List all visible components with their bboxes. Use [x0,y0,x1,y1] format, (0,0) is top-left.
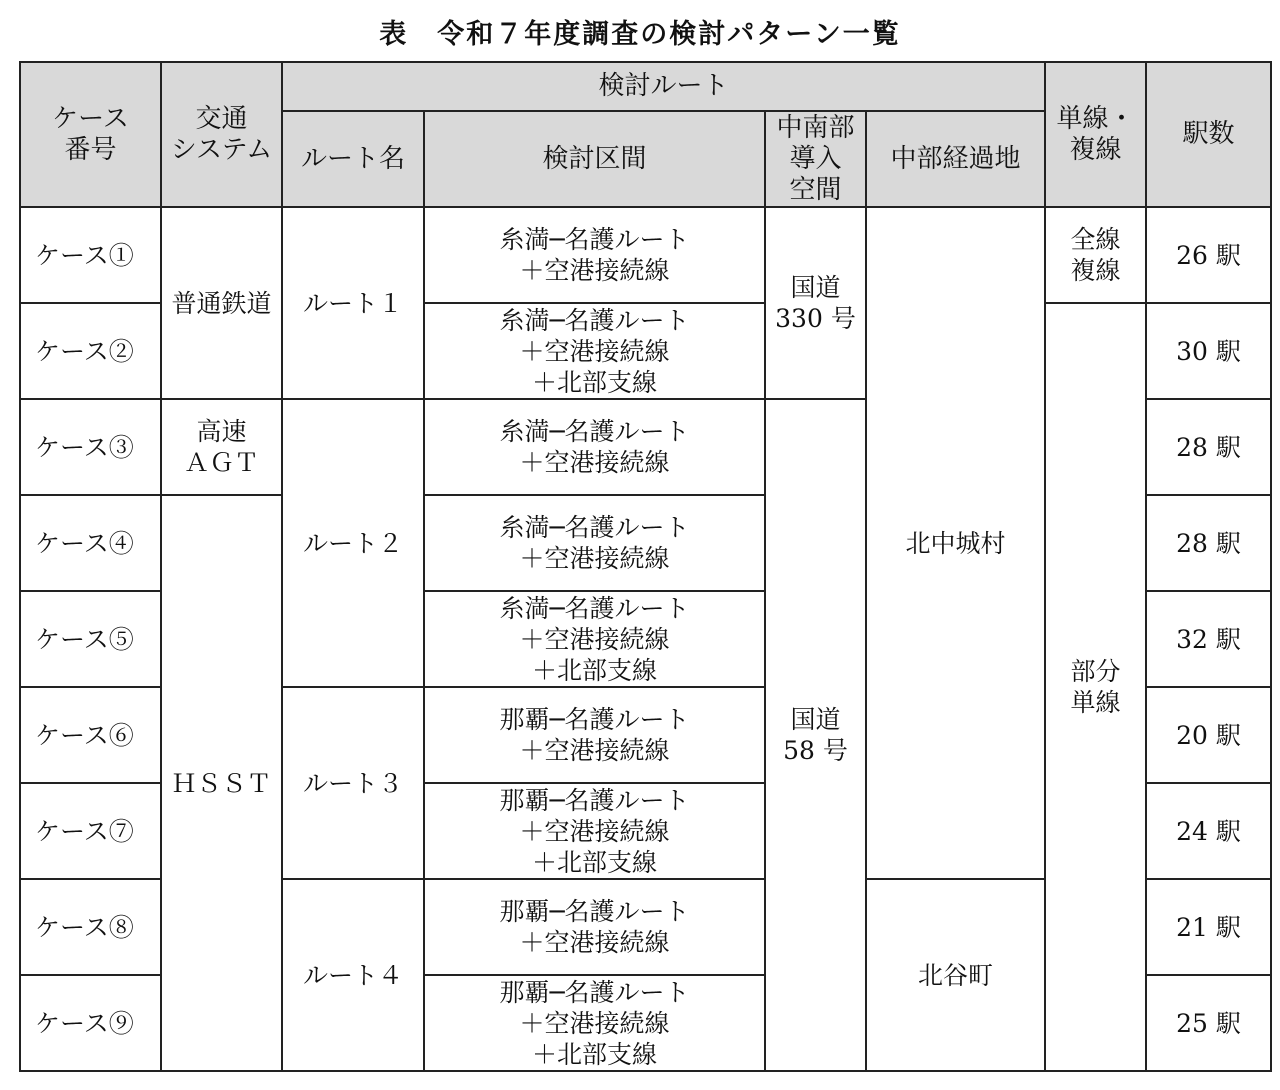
study-pattern-table [19,61,1272,1072]
stations-cell: 25 駅 [1146,975,1271,1071]
route-name-cell: ルート１ [282,207,424,399]
space-cell: 国道 58 号 [765,399,866,1071]
header-route-group: 検討ルート [282,62,1045,111]
track-cell: 部分 単線 [1045,303,1146,1071]
stations-cell: 26 駅 [1146,207,1271,303]
section-cell: 糸満─名護ルート ＋空港接続線 [424,207,765,303]
via-cell: 北中城村 [866,207,1045,879]
section-cell: 糸満─名護ルート ＋空港接続線 [424,495,765,591]
section-cell: 糸満─名護ルート ＋空港接続線 [424,399,765,495]
route-name-cell: ルート４ [282,879,424,1071]
stations-cell: 28 駅 [1146,399,1271,495]
stations-cell: 20 駅 [1146,687,1271,783]
section-cell: 糸満─名護ルート ＋空港接続線 ＋北部支線 [424,303,765,399]
header-track: 単線・ 複線 [1045,62,1146,207]
system-cell: ＨＳＳＴ [161,495,282,1071]
stations-cell: 24 駅 [1146,783,1271,879]
stations-cell: 28 駅 [1146,495,1271,591]
table-row [20,207,1271,303]
stations-cell: 21 駅 [1146,879,1271,975]
stations-cell: 32 駅 [1146,591,1271,687]
section-cell: 那覇─名護ルート ＋空港接続線 [424,879,765,975]
stations-cell: 30 駅 [1146,303,1271,399]
case-cell: ケース⑧ [20,879,161,975]
via-cell: 北谷町 [866,879,1045,1071]
case-cell: ケース⑦ [20,783,161,879]
case-cell: ケース① [20,207,161,303]
track-cell: 全線 複線 [1045,207,1146,303]
case-cell: ケース⑥ [20,687,161,783]
section-cell: 那覇─名護ルート ＋空港接続線 ＋北部支線 [424,975,765,1071]
system-cell: 普通鉄道 [161,207,282,399]
header-system: 交通 システム [161,62,282,207]
table-title: 表 令和７年度調査の検討パターン一覧 [379,19,901,50]
header-via: 中部経過地 [866,111,1045,207]
section-cell: 糸満─名護ルート ＋空港接続線 ＋北部支線 [424,591,765,687]
route-name-cell: ルート２ [282,399,424,687]
case-cell: ケース⑨ [20,975,161,1071]
section-cell: 那覇─名護ルート ＋空港接続線 [424,687,765,783]
case-cell: ケース③ [20,399,161,495]
route-name-cell: ルート３ [282,687,424,879]
case-cell: ケース④ [20,495,161,591]
section-cell: 那覇─名護ルート ＋空港接続線 ＋北部支線 [424,783,765,879]
system-cell: 高速 ＡＧＴ [161,399,282,495]
header-space: 中南部 導入 空間 [765,111,866,207]
space-cell: 国道 330 号 [765,207,866,399]
header-case-no: ケース 番号 [20,62,161,207]
header-route-name: ルート名 [282,111,424,207]
case-cell: ケース② [20,303,161,399]
header-section: 検討区間 [424,111,765,207]
header-stations: 駅数 [1146,62,1271,207]
case-cell: ケース⑤ [20,591,161,687]
header-row-1 [20,62,1271,111]
